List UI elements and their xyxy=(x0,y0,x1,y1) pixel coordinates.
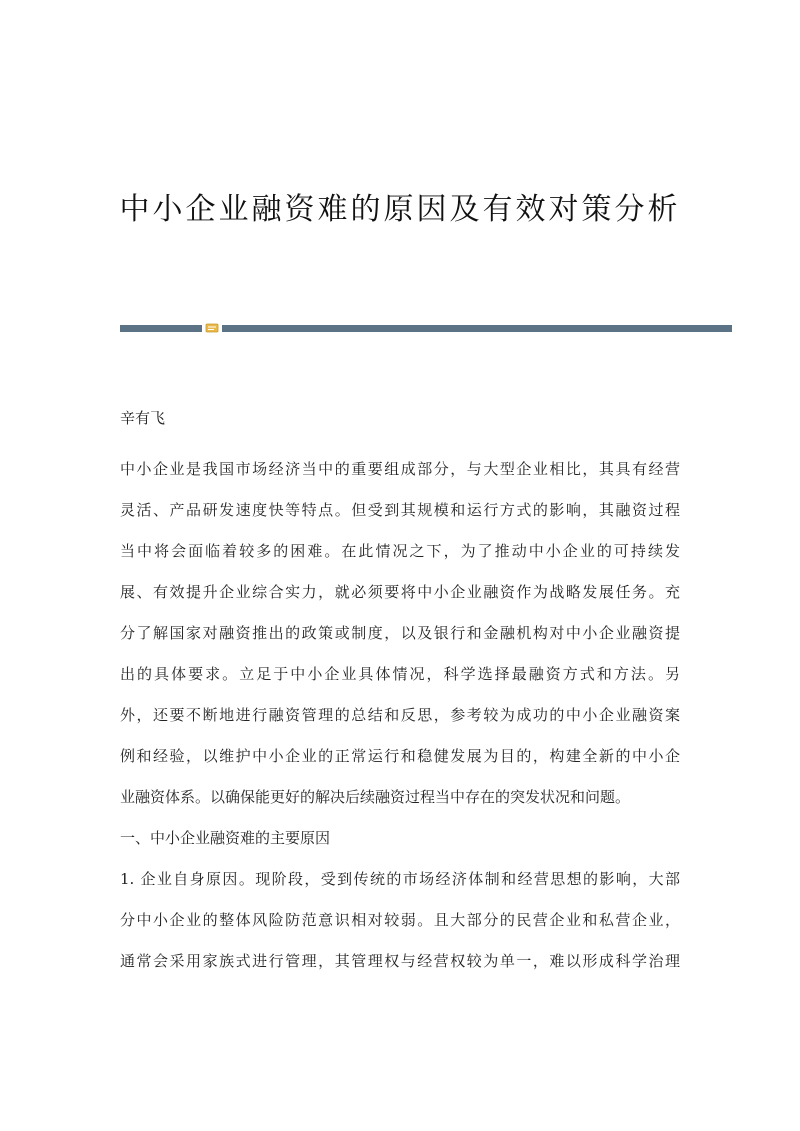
author-name: 辛有飞 xyxy=(120,409,166,427)
intro-line: 例和经验，以维护中小企业的正常运行和稳健发展为目的，构建全新的中小企 xyxy=(120,747,680,765)
intro-line: 出的具体要求。立足于中小企业具体情况，科学选择最融资方式和方法。另 xyxy=(120,665,680,683)
intro-line: 中小企业是我国市场经济当中的重要组成部分，与大型企业相比，其具有经营 xyxy=(120,460,680,478)
intro-line: 当中将会面临着较多的困难。在此情况之下，为了推动中小企业的可持续发 xyxy=(120,542,680,560)
document-title: 中小企业融资难的原因及有效对策分析 xyxy=(119,192,681,227)
intro-line: 外，还要不断地进行融资管理的总结和反思，参考较为成功的中小企业融资案 xyxy=(120,706,680,724)
section-line: 分中小企业的整体风险防范意识相对较弱。且大部分的民营企业和私营企业， xyxy=(120,911,680,929)
section-line: 通常会采用家族式进行管理，其管理权与经营权较为单一，难以形成科学治理 xyxy=(120,952,680,970)
section-line: 1. 企业自身原因。现阶段，受到传统的市场经济体制和经营思想的影响，大部 xyxy=(120,870,680,888)
body-text xyxy=(120,449,680,982)
section-heading: 一、中小企业融资难的主要原因 xyxy=(120,829,331,847)
intro-line: 灵活、产品研发速度快等特点。但受到其规模和运行方式的影响，其融资过程 xyxy=(120,501,680,519)
pencil-icon xyxy=(205,322,219,334)
title-divider-left xyxy=(120,325,202,332)
intro-line: 分了解国家对融资推出的政策或制度，以及银行和金融机构对中小企业融资提 xyxy=(120,624,680,642)
title-divider-right xyxy=(222,325,732,332)
intro-line: 业融资体系。以确保能更好的解决后续融资过程当中存在的突发状况和问题。 xyxy=(120,788,631,806)
intro-line: 展、有效提升企业综合实力，就必须要将中小企业融资作为战略发展任务。充 xyxy=(120,583,680,601)
